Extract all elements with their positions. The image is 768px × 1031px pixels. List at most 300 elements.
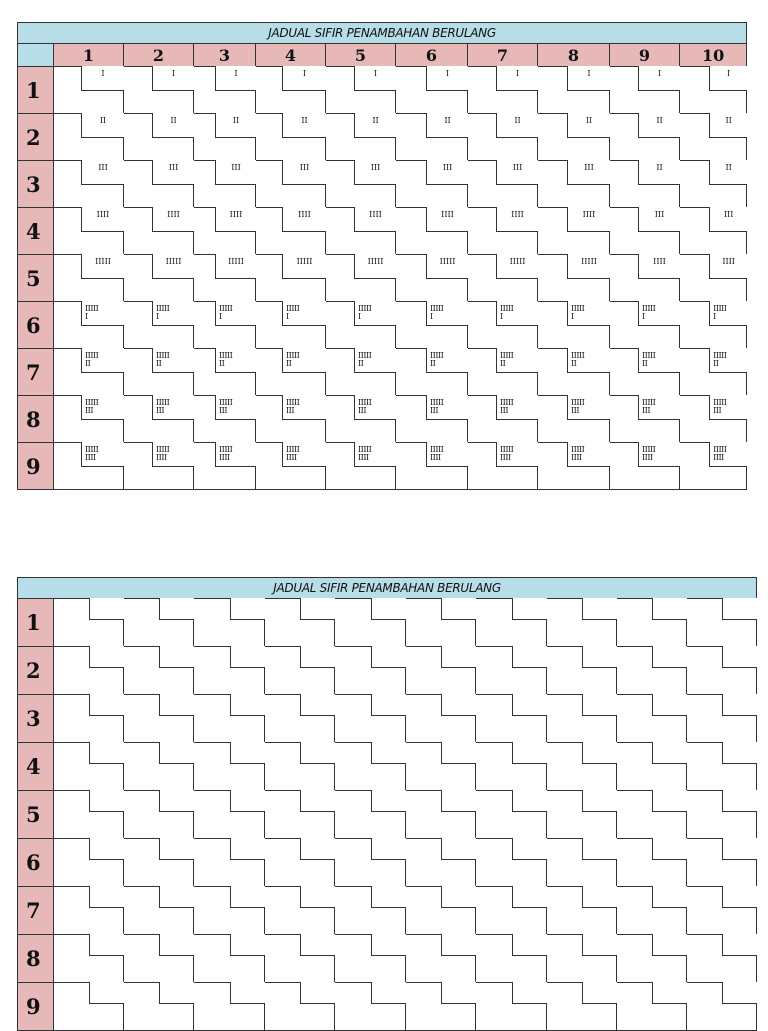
tally-box-empty[interactable]: [300, 886, 335, 908]
answer-cell[interactable]: [538, 208, 610, 255]
blank-answer-cell[interactable]: [476, 599, 547, 647]
answer-cell[interactable]: [194, 67, 256, 114]
answer-cell[interactable]: [54, 114, 124, 161]
blank-answer-cell[interactable]: [687, 647, 757, 695]
answer-cell[interactable]: [124, 302, 194, 349]
tally-box-empty[interactable]: [371, 790, 406, 812]
answer-cell[interactable]: [468, 443, 538, 490]
blank-answer-cell[interactable]: [335, 695, 406, 743]
tally-box-empty[interactable]: [512, 790, 547, 812]
blank-answer-cell[interactable]: [335, 647, 406, 695]
blank-answer-cell[interactable]: [124, 887, 194, 935]
tally-box-empty[interactable]: [371, 982, 406, 1004]
blank-answer-cell[interactable]: [617, 599, 687, 647]
tally-box-empty[interactable]: [722, 646, 757, 668]
blank-answer-cell[interactable]: [687, 887, 757, 935]
answer-cell[interactable]: [326, 349, 396, 396]
blank-answer-cell[interactable]: [617, 983, 687, 1031]
tally-box-empty[interactable]: [652, 598, 687, 620]
blank-answer-cell[interactable]: [124, 599, 194, 647]
blank-answer-cell[interactable]: [617, 695, 687, 743]
answer-cell[interactable]: [256, 114, 326, 161]
tally-box-empty[interactable]: [582, 694, 617, 716]
blank-answer-cell[interactable]: [617, 935, 687, 983]
tally-box-empty[interactable]: [230, 934, 265, 956]
answer-cell[interactable]: [256, 208, 326, 255]
answer-cell[interactable]: [326, 396, 396, 443]
blank-answer-cell[interactable]: [406, 839, 476, 887]
tally-box-empty[interactable]: [300, 646, 335, 668]
answer-cell[interactable]: [610, 67, 680, 114]
tally-box-empty[interactable]: [230, 886, 265, 908]
blank-answer-cell[interactable]: [617, 647, 687, 695]
tally-box-empty[interactable]: [722, 886, 757, 908]
blank-answer-cell[interactable]: [547, 839, 617, 887]
tally-box-empty[interactable]: [582, 790, 617, 812]
row-header: 2: [18, 647, 54, 695]
tally-box-empty[interactable]: [300, 838, 335, 860]
table-title: JADUAL SIFIR PENAMBAHAN BERULANG: [18, 578, 757, 599]
tally-box-empty[interactable]: [230, 646, 265, 668]
table-row: [18, 695, 757, 743]
answer-cell[interactable]: [124, 161, 194, 208]
blank-answer-cell[interactable]: [335, 791, 406, 839]
tally-box-empty[interactable]: [512, 838, 547, 860]
answer-cell[interactable]: [194, 396, 256, 443]
answer-cell[interactable]: [124, 443, 194, 490]
tally-box-empty[interactable]: [582, 886, 617, 908]
answer-cell[interactable]: [54, 443, 124, 490]
blank-answer-cell[interactable]: [265, 839, 335, 887]
tally-box-empty[interactable]: [230, 742, 265, 764]
answer-cell[interactable]: [468, 114, 538, 161]
tally-box-empty[interactable]: [652, 886, 687, 908]
tally-box-empty[interactable]: [722, 982, 757, 1004]
blank-answer-cell[interactable]: [547, 599, 617, 647]
answer-cell[interactable]: [680, 114, 747, 161]
answer-cell[interactable]: [538, 114, 610, 161]
tally-box-empty[interactable]: [582, 646, 617, 668]
blank-answer-cell[interactable]: [194, 887, 265, 935]
answer-cell[interactable]: [124, 67, 194, 114]
blank-answer-cell[interactable]: [194, 599, 265, 647]
table-row: [18, 839, 757, 887]
answer-cell[interactable]: [680, 396, 747, 443]
blank-answer-cell[interactable]: [54, 887, 124, 935]
blank-answer-cell[interactable]: [687, 983, 757, 1031]
tally-box-empty[interactable]: [722, 790, 757, 812]
answer-cell[interactable]: [396, 208, 468, 255]
tally-box: II: [567, 113, 610, 138]
tally-box-empty[interactable]: [652, 982, 687, 1004]
answer-cell[interactable]: [610, 114, 680, 161]
tally-box: IIIII: [354, 254, 396, 279]
answer-cell[interactable]: [610, 302, 680, 349]
answer-cell[interactable]: [256, 443, 326, 490]
tally-box-empty[interactable]: [159, 838, 194, 860]
answer-cell[interactable]: [468, 396, 538, 443]
answer-cell[interactable]: [680, 349, 747, 396]
blank-answer-cell[interactable]: [54, 983, 124, 1031]
tally-box-empty[interactable]: [230, 694, 265, 716]
tally-box: IIIII I: [282, 301, 326, 326]
answer-cell[interactable]: [54, 396, 124, 443]
answer-cell[interactable]: [194, 208, 256, 255]
blank-answer-cell[interactable]: [54, 839, 124, 887]
tally-box-empty[interactable]: [722, 934, 757, 956]
answer-cell[interactable]: [326, 302, 396, 349]
answer-cell[interactable]: [468, 349, 538, 396]
tally-box-empty[interactable]: [89, 982, 124, 1004]
blank-answer-cell[interactable]: [265, 695, 335, 743]
answer-cell[interactable]: [396, 443, 468, 490]
column-header: 9: [610, 44, 680, 67]
blank-answer-cell[interactable]: [194, 647, 265, 695]
answer-cell[interactable]: [538, 161, 610, 208]
tally-box-empty[interactable]: [722, 838, 757, 860]
blank-answer-cell[interactable]: [54, 647, 124, 695]
blank-answer-cell[interactable]: [547, 983, 617, 1031]
answer-cell[interactable]: [468, 67, 538, 114]
tally-box-empty[interactable]: [159, 742, 194, 764]
answer-cell[interactable]: [538, 396, 610, 443]
tally-box-empty[interactable]: [89, 742, 124, 764]
blank-answer-cell[interactable]: [476, 839, 547, 887]
answer-cell[interactable]: [194, 349, 256, 396]
tally-box-empty[interactable]: [89, 838, 124, 860]
tally-box-empty[interactable]: [441, 838, 476, 860]
tally-box-empty[interactable]: [652, 742, 687, 764]
answer-cell[interactable]: [538, 443, 610, 490]
tally-box-empty[interactable]: [300, 598, 335, 620]
blank-answer-cell[interactable]: [687, 695, 757, 743]
blank-answer-cell[interactable]: [476, 935, 547, 983]
blank-answer-cell[interactable]: [406, 935, 476, 983]
answer-cell[interactable]: [680, 208, 747, 255]
blank-answer-cell[interactable]: [54, 791, 124, 839]
answer-cell[interactable]: [680, 302, 747, 349]
blank-answer-cell[interactable]: [124, 695, 194, 743]
tally-box-empty[interactable]: [441, 934, 476, 956]
blank-answer-cell[interactable]: [617, 839, 687, 887]
tally-box-empty[interactable]: [652, 694, 687, 716]
answer-cell[interactable]: [54, 255, 124, 302]
tally-box-empty[interactable]: [159, 598, 194, 620]
blank-answer-cell[interactable]: [406, 695, 476, 743]
blank-answer-cell[interactable]: [265, 791, 335, 839]
tally-box-empty[interactable]: [722, 742, 757, 764]
table-row: [18, 255, 747, 302]
answer-cell[interactable]: [326, 114, 396, 161]
blank-answer-cell[interactable]: [335, 839, 406, 887]
blank-answer-cell[interactable]: [406, 647, 476, 695]
answer-cell[interactable]: [538, 302, 610, 349]
tally-box: IIII: [567, 207, 610, 232]
answer-cell[interactable]: [256, 67, 326, 114]
table-row: [18, 935, 757, 983]
answer-cell[interactable]: [610, 208, 680, 255]
tally-box-empty[interactable]: [300, 982, 335, 1004]
tally-box-empty[interactable]: [652, 790, 687, 812]
answer-cell[interactable]: [326, 255, 396, 302]
blank-answer-cell[interactable]: [265, 647, 335, 695]
tally-box-empty[interactable]: [512, 646, 547, 668]
answer-cell[interactable]: [396, 114, 468, 161]
blank-answer-cell[interactable]: [476, 647, 547, 695]
tally-box-empty[interactable]: [512, 598, 547, 620]
tally-box-empty[interactable]: [159, 934, 194, 956]
answer-cell[interactable]: [194, 255, 256, 302]
table-row: [18, 161, 747, 208]
blank-answer-cell[interactable]: [476, 695, 547, 743]
blank-answer-cell[interactable]: [476, 791, 547, 839]
tally-box-empty[interactable]: [582, 598, 617, 620]
tally-box-empty[interactable]: [159, 886, 194, 908]
tally-box-empty[interactable]: [371, 934, 406, 956]
tally-box-empty[interactable]: [512, 934, 547, 956]
table-row: [18, 647, 757, 695]
tally-box-empty[interactable]: [371, 694, 406, 716]
blank-answer-cell[interactable]: [265, 935, 335, 983]
answer-cell[interactable]: [54, 208, 124, 255]
blank-answer-cell[interactable]: [547, 743, 617, 791]
tally-box-empty[interactable]: [441, 982, 476, 1004]
row-header: 8: [18, 935, 54, 983]
answer-cell[interactable]: [396, 302, 468, 349]
answer-cell[interactable]: [326, 161, 396, 208]
blank-answer-cell[interactable]: [54, 695, 124, 743]
tally-box-empty[interactable]: [300, 934, 335, 956]
blank-answer-cell[interactable]: [687, 791, 757, 839]
table-row: [18, 349, 747, 396]
tally-box: II: [354, 113, 396, 138]
tally-box-empty[interactable]: [582, 742, 617, 764]
tally-box-empty[interactable]: [512, 694, 547, 716]
answer-cell[interactable]: [538, 255, 610, 302]
answer-cell[interactable]: [326, 67, 396, 114]
blank-answer-cell[interactable]: [124, 647, 194, 695]
column-header: 3: [194, 44, 256, 67]
tally-box-empty[interactable]: [582, 934, 617, 956]
tally-box-empty[interactable]: [230, 982, 265, 1004]
tally-box-empty[interactable]: [89, 598, 124, 620]
tally-box: IIII: [152, 207, 194, 232]
blank-answer-cell[interactable]: [265, 599, 335, 647]
answer-cell[interactable]: [396, 67, 468, 114]
tally-box-empty[interactable]: [441, 886, 476, 908]
answer-cell[interactable]: [124, 255, 194, 302]
answer-cell[interactable]: [194, 114, 256, 161]
answer-cell[interactable]: [396, 255, 468, 302]
answer-cell[interactable]: [680, 255, 747, 302]
answer-cell[interactable]: [256, 161, 326, 208]
tally-box: II: [496, 113, 538, 138]
blank-answer-cell[interactable]: [194, 839, 265, 887]
answer-cell[interactable]: [256, 349, 326, 396]
answer-cell[interactable]: [680, 67, 747, 114]
table-row: [18, 791, 757, 839]
blank-answer-cell[interactable]: [265, 743, 335, 791]
blank-answer-cell[interactable]: [617, 743, 687, 791]
blank-answer-cell[interactable]: [124, 839, 194, 887]
blank-answer-cell[interactable]: [687, 839, 757, 887]
blank-answer-cell[interactable]: [547, 695, 617, 743]
tally-box-empty[interactable]: [159, 646, 194, 668]
tally-box: IIIII II: [152, 348, 194, 373]
answer-cell[interactable]: [54, 349, 124, 396]
tally-box-empty[interactable]: [371, 838, 406, 860]
blank-answer-cell[interactable]: [406, 743, 476, 791]
tally-box-empty[interactable]: [512, 742, 547, 764]
blank-answer-cell[interactable]: [617, 887, 687, 935]
answer-cell[interactable]: [326, 208, 396, 255]
tally-box-empty[interactable]: [652, 934, 687, 956]
blank-answer-cell[interactable]: [54, 935, 124, 983]
answer-cell[interactable]: [396, 396, 468, 443]
tally-box-empty[interactable]: [722, 694, 757, 716]
answer-cell[interactable]: [124, 208, 194, 255]
answer-cell[interactable]: [610, 349, 680, 396]
tally-box: I: [152, 66, 194, 91]
tally-box-empty[interactable]: [371, 742, 406, 764]
answer-cell[interactable]: [538, 349, 610, 396]
blank-answer-cell[interactable]: [335, 743, 406, 791]
tally-box-empty[interactable]: [371, 646, 406, 668]
tally-box-empty[interactable]: [230, 790, 265, 812]
blank-answer-cell[interactable]: [194, 935, 265, 983]
blank-answer-cell[interactable]: [476, 983, 547, 1031]
blank-answer-cell[interactable]: [687, 935, 757, 983]
answer-cell[interactable]: [194, 302, 256, 349]
answer-cell[interactable]: [256, 255, 326, 302]
tally-box-empty[interactable]: [582, 838, 617, 860]
answer-cell[interactable]: [468, 302, 538, 349]
answer-cell[interactable]: [680, 443, 747, 490]
answer-cell[interactable]: [538, 67, 610, 114]
blank-answer-cell[interactable]: [406, 791, 476, 839]
answer-cell[interactable]: [610, 396, 680, 443]
tally-box-empty[interactable]: [230, 838, 265, 860]
blank-answer-cell[interactable]: [335, 983, 406, 1031]
blank-answer-cell[interactable]: [124, 791, 194, 839]
tally-box-empty[interactable]: [512, 886, 547, 908]
tally-box-empty[interactable]: [512, 982, 547, 1004]
blank-answer-cell[interactable]: [124, 983, 194, 1031]
tally-box-empty[interactable]: [89, 694, 124, 716]
blank-answer-cell[interactable]: [265, 983, 335, 1031]
tally-box-empty[interactable]: [300, 742, 335, 764]
blank-answer-cell[interactable]: [194, 983, 265, 1031]
answer-cell[interactable]: [610, 255, 680, 302]
answer-cell[interactable]: [194, 161, 256, 208]
answer-cell[interactable]: [610, 161, 680, 208]
answer-cell[interactable]: [256, 396, 326, 443]
answer-cell[interactable]: [680, 161, 747, 208]
answer-cell[interactable]: [124, 349, 194, 396]
answer-cell[interactable]: [468, 208, 538, 255]
answer-cell[interactable]: [256, 302, 326, 349]
blank-answer-cell[interactable]: [335, 599, 406, 647]
answer-cell[interactable]: [396, 161, 468, 208]
tally-box-empty[interactable]: [441, 598, 476, 620]
tally-box-empty[interactable]: [159, 694, 194, 716]
blank-answer-cell[interactable]: [194, 743, 265, 791]
blank-answer-cell[interactable]: [335, 935, 406, 983]
blank-answer-cell[interactable]: [476, 743, 547, 791]
tally-box-empty[interactable]: [441, 742, 476, 764]
row-header: 5: [18, 791, 54, 839]
tally-box-empty[interactable]: [582, 982, 617, 1004]
answer-cell[interactable]: [468, 255, 538, 302]
blank-answer-cell[interactable]: [476, 887, 547, 935]
tally-box: III: [426, 160, 468, 185]
blank-answer-cell[interactable]: [547, 647, 617, 695]
blank-answer-cell[interactable]: [406, 599, 476, 647]
tally-box: I: [81, 66, 124, 91]
answer-cell[interactable]: [54, 67, 124, 114]
answer-cell[interactable]: [54, 302, 124, 349]
blank-answer-cell[interactable]: [54, 599, 124, 647]
answer-cell[interactable]: [468, 161, 538, 208]
tally-box-empty[interactable]: [441, 646, 476, 668]
tally-box: III: [215, 160, 256, 185]
tally-box-empty[interactable]: [230, 598, 265, 620]
tally-box-empty[interactable]: [89, 934, 124, 956]
blank-answer-cell[interactable]: [547, 935, 617, 983]
blank-answer-cell[interactable]: [194, 791, 265, 839]
blank-answer-cell[interactable]: [687, 743, 757, 791]
blank-answer-cell[interactable]: [547, 791, 617, 839]
tally-box: IIIII IIII: [354, 442, 396, 467]
answer-cell[interactable]: [396, 349, 468, 396]
table-row: [18, 114, 747, 161]
blank-answer-cell[interactable]: [547, 887, 617, 935]
tally-box-empty[interactable]: [89, 886, 124, 908]
blank-answer-cell[interactable]: [54, 743, 124, 791]
tally-box: II: [709, 160, 747, 185]
blank-answer-cell[interactable]: [265, 887, 335, 935]
blank-answer-cell[interactable]: [617, 791, 687, 839]
tally-box: I: [496, 66, 538, 91]
tally-box-empty[interactable]: [441, 694, 476, 716]
blank-answer-cell[interactable]: [335, 887, 406, 935]
tally-box-empty[interactable]: [652, 838, 687, 860]
tally-box-empty[interactable]: [300, 694, 335, 716]
blank-answer-cell[interactable]: [406, 887, 476, 935]
tally-box-empty[interactable]: [441, 790, 476, 812]
tally-box-empty[interactable]: [89, 790, 124, 812]
blank-answer-cell[interactable]: [124, 935, 194, 983]
blank-answer-cell[interactable]: [124, 743, 194, 791]
answer-cell[interactable]: [124, 396, 194, 443]
answer-cell[interactable]: [194, 443, 256, 490]
blank-answer-cell[interactable]: [406, 983, 476, 1031]
tally-box-empty[interactable]: [371, 886, 406, 908]
tally-box-empty[interactable]: [89, 646, 124, 668]
blank-answer-cell[interactable]: [687, 599, 757, 647]
blank-answer-cell[interactable]: [194, 695, 265, 743]
tally-box-empty[interactable]: [371, 598, 406, 620]
tally-box-empty[interactable]: [300, 790, 335, 812]
answer-cell[interactable]: [610, 443, 680, 490]
answer-cell[interactable]: [54, 161, 124, 208]
answer-cell[interactable]: [124, 114, 194, 161]
tally-box-empty[interactable]: [652, 646, 687, 668]
tally-box-empty[interactable]: [159, 790, 194, 812]
answer-cell[interactable]: [326, 443, 396, 490]
tally-box-empty[interactable]: [722, 598, 757, 620]
tally-box-empty[interactable]: [159, 982, 194, 1004]
